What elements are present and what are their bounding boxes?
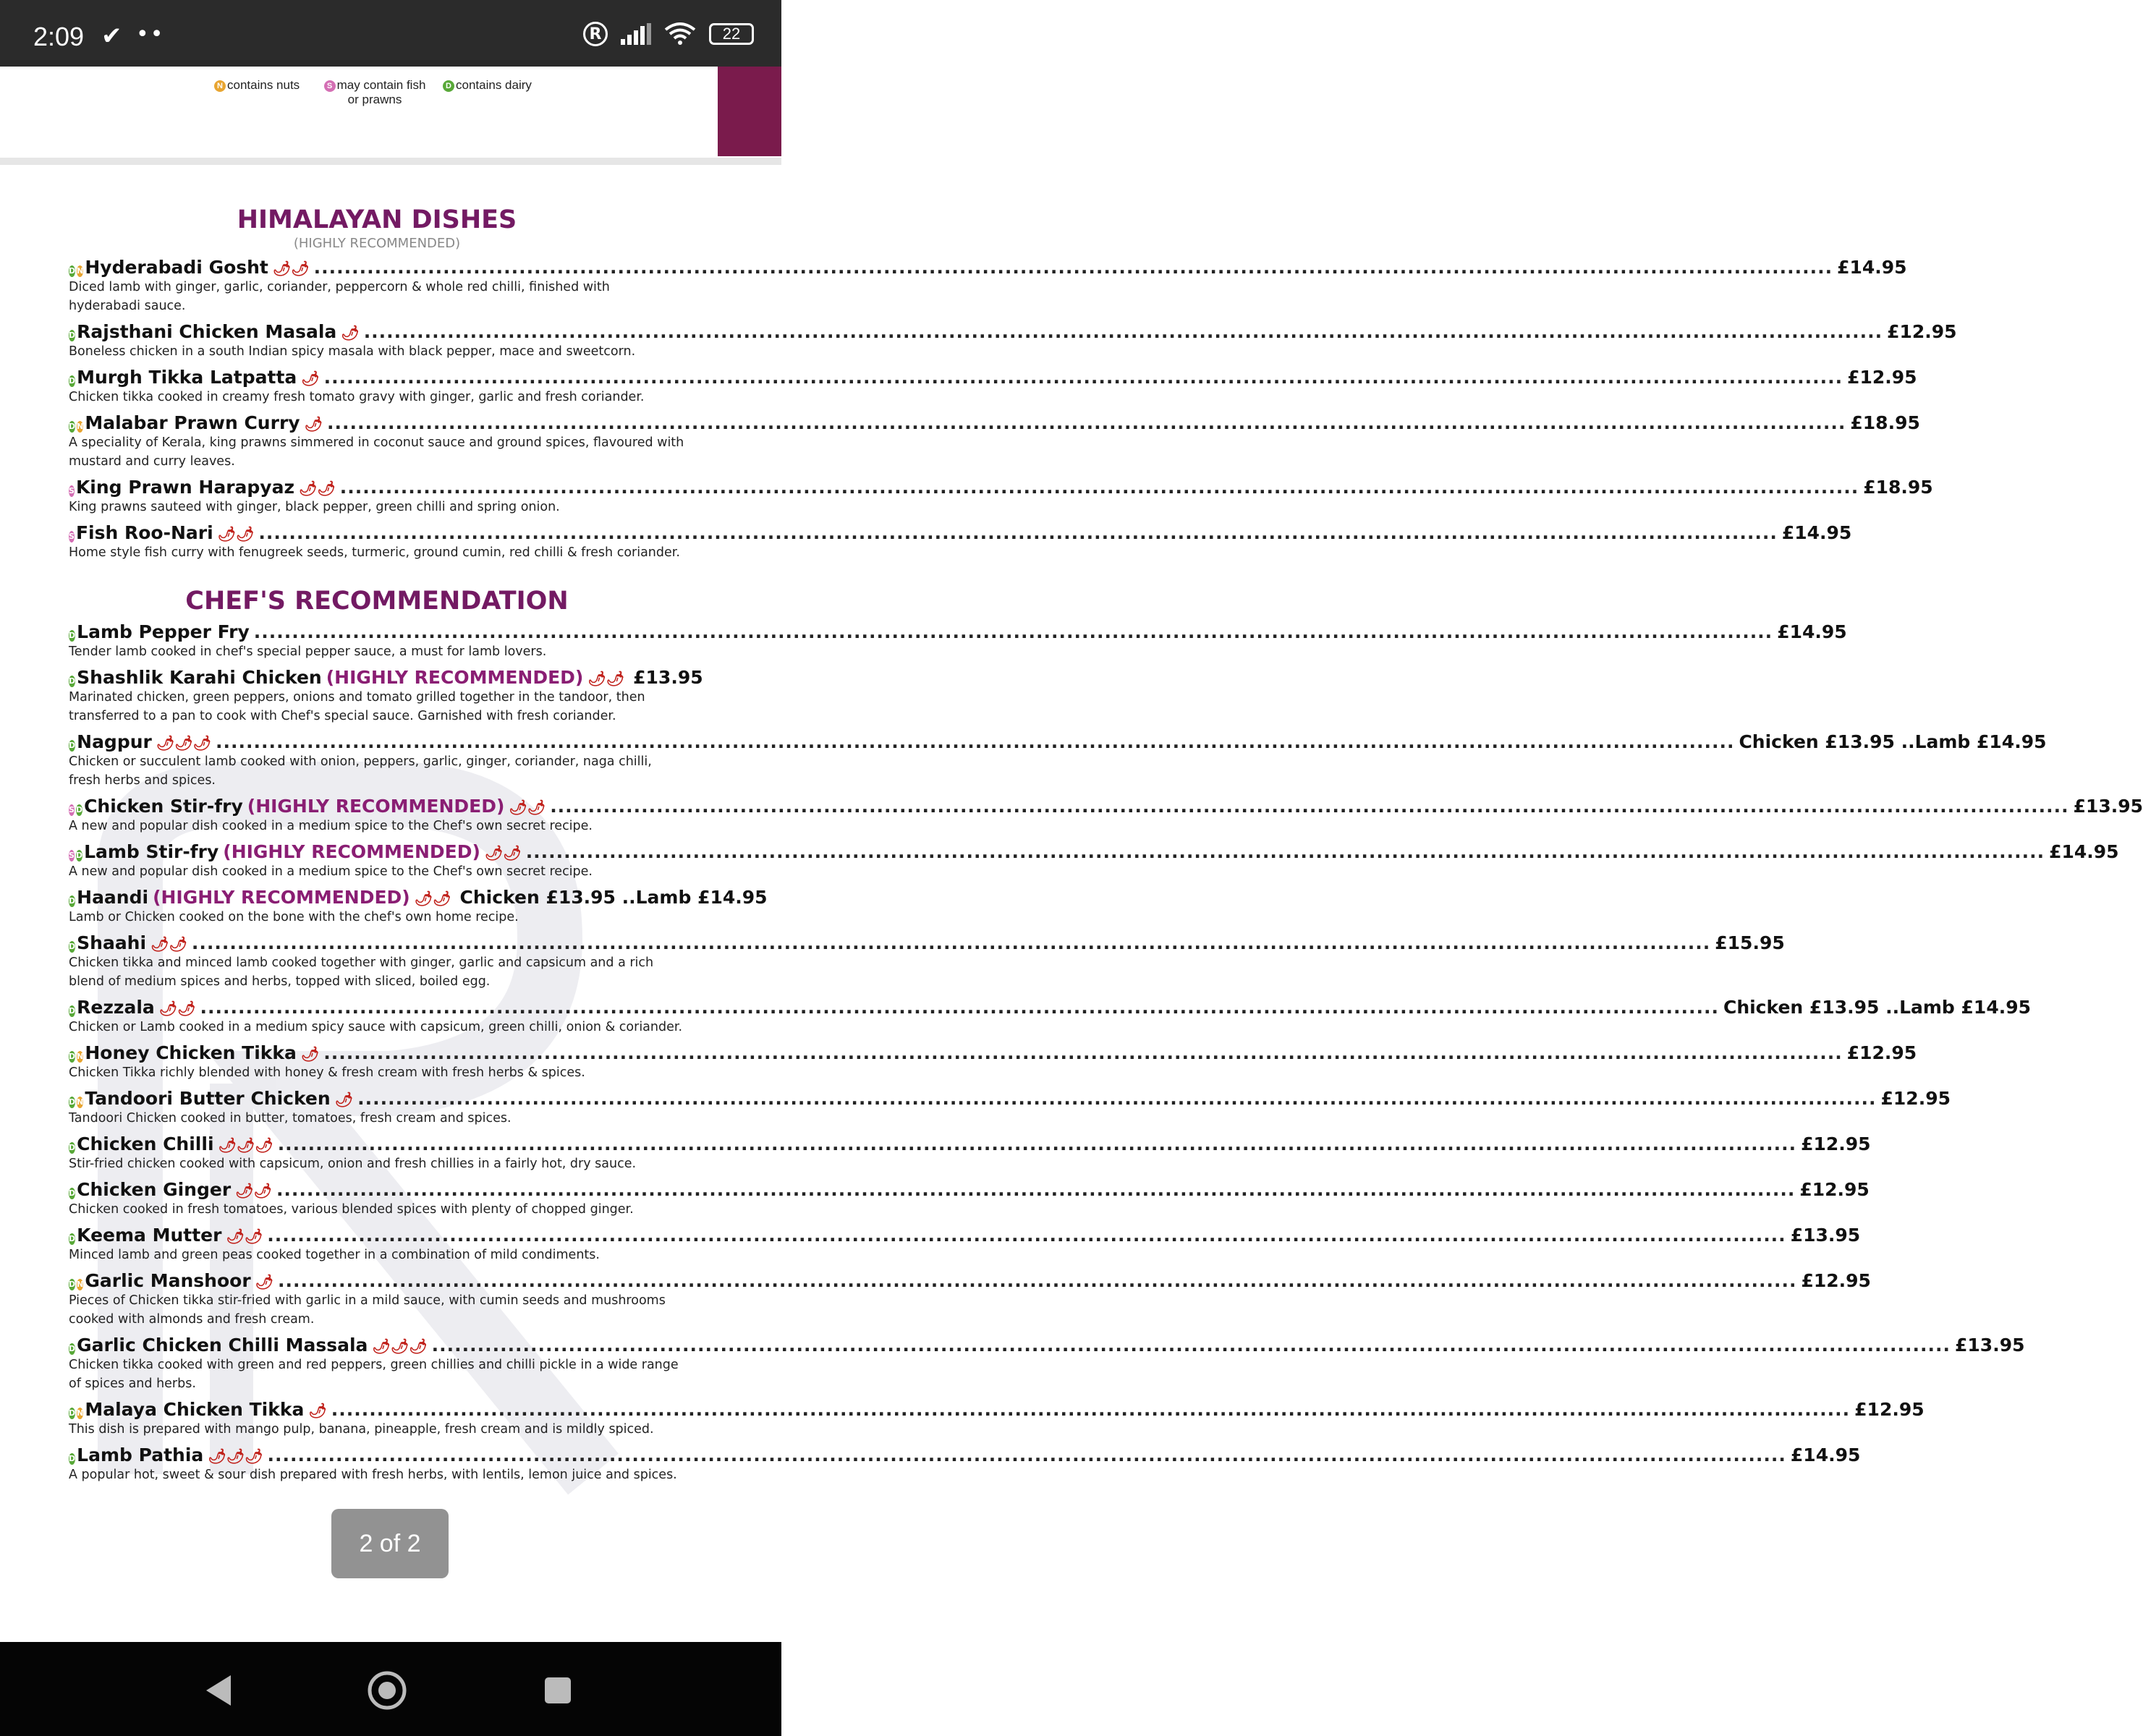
dish-name: Shaahi — [77, 932, 147, 953]
dish-description: Marinated chicken, green peppers, onions and tomato grilled together in the tandoor, then transferred to a pan to cook with Chef's special sauce. Garnished with fresh coriander. — [69, 690, 645, 723]
seafood-icon: S — [69, 805, 75, 814]
dish-description: Chicken cooked in fresh tomatoes, various blended spices with plenty of chopped ginger. — [69, 1202, 634, 1217]
dish-price: Chicken £13.95 ..Lamb £14.95 — [1723, 997, 2032, 1018]
dish-name: Malabar Prawn Curry — [85, 412, 300, 433]
chilli-icon: 🌶🌶 — [226, 1227, 263, 1245]
dish-name: Garlic Chicken Chilli Massala — [77, 1335, 368, 1356]
dish-price: £12.95 — [1847, 367, 1917, 388]
dairy-icon: D — [69, 942, 76, 951]
dairy-icon: D — [69, 631, 76, 640]
menu-item — [69, 1133, 1871, 1173]
dish-name: Malaya Chicken Tikka — [85, 1399, 305, 1420]
dot-leader: ........................................................................................................................................................................................................ — [277, 1133, 1797, 1154]
dairy-icon: D — [69, 896, 76, 906]
dish-name: Garlic Manshoor — [85, 1270, 251, 1291]
dot-leader: ........................................................................................................................................................................................................ — [525, 841, 2045, 862]
menu-item-line — [69, 731, 2047, 752]
dish-description: A speciality of Kerala, king prawns simmered in coconut sauce and ground spices, flavoured with mustard and curry leaves. — [69, 435, 684, 469]
chilli-icon: 🌶🌶 — [484, 844, 522, 861]
menu-item — [69, 731, 2047, 790]
chilli-icon: 🌶🌶 — [158, 1000, 196, 1017]
menu-item-line — [69, 667, 703, 688]
dot-leader: ........................................................................................................................................................................................................ — [363, 321, 1883, 342]
recents-icon — [542, 1675, 574, 1706]
menu-item-line — [69, 477, 1933, 498]
back-button[interactable] — [198, 1671, 237, 1710]
dairy-icon: D — [69, 1344, 76, 1353]
dish-description: Chicken tikka and minced lamb cooked together with ginger, garlic and capsicum and a rich blend of medium spices and herbs, topped with sliced, boiled egg. — [69, 956, 654, 989]
status-time: 2:09 — [33, 22, 85, 51]
menu-item — [69, 1444, 1861, 1484]
dish-name: Tandoori Butter Chicken — [85, 1088, 331, 1109]
dot-leader: ........................................................................................................................................................................................................ — [313, 257, 1833, 278]
dot-leader: ........................................................................................................................................................................................................ — [258, 522, 1778, 543]
menu-item — [69, 841, 2119, 881]
chilli-icon: 🌶🌶 — [235, 1182, 272, 1199]
menu-item — [69, 367, 1917, 407]
nuts-icon: N — [77, 1052, 84, 1061]
dish-name: Chicken Chilli — [77, 1133, 214, 1154]
nuts-icon: N — [214, 80, 226, 92]
dish-description: Chicken or succulent lamb cooked with onion, peppers, garlic, ginger, coriander, naga chilli, fresh herbs and spices. — [69, 754, 652, 788]
page-divider — [0, 158, 781, 165]
menu-item-line — [69, 321, 1957, 342]
dish-price: £13.95 — [2073, 796, 2143, 817]
chilli-icon: 🌶🌶🌶 — [218, 1136, 273, 1154]
dish-description: Chicken Tikka richly blended with honey & fresh cream with fresh herbs & spices. — [69, 1065, 585, 1080]
dish-price: £14.95 — [1781, 522, 1852, 543]
chilli-icon: 🌶 — [308, 1402, 327, 1419]
dairy-icon: D — [69, 1006, 76, 1016]
dish-price: Chicken £13.95 ..Lamb £14.95 — [1739, 731, 2047, 752]
dot-leader: ........................................................................................................................................................................................................ — [339, 477, 1859, 498]
dot-leader: ........................................................................................................................................................................................................ — [276, 1179, 1796, 1200]
dish-name: Haandi — [77, 887, 149, 908]
highly-recommended-label: (HIGHLY RECOMMENDED) — [153, 887, 410, 908]
dish-description: A new and popular dish cooked in a medium spice to the Chef's own secret recipe. — [69, 819, 593, 833]
dairy-icon: D — [69, 1454, 76, 1463]
menu-page[interactable] — [0, 165, 2143, 1641]
menu-item — [69, 1399, 1925, 1439]
dairy-icon: D — [443, 80, 454, 92]
menu-item — [69, 997, 2032, 1037]
dairy-icon: D — [69, 1408, 76, 1418]
dot-leader: ........................................................................................................................................................................................................ — [331, 1399, 1851, 1420]
dairy-icon: D — [69, 376, 76, 386]
dish-name: Lamb Stir-fry — [84, 841, 219, 862]
menu-item — [69, 1179, 1870, 1219]
battery-icon: 22 — [709, 23, 754, 45]
dish-description: Chicken tikka cooked with green and red peppers, green chillies and chilli pickle in a wide range of spices and herbs. — [69, 1358, 679, 1391]
menu-item-line — [69, 796, 2143, 817]
dish-name: Nagpur — [77, 731, 152, 752]
dish-price: £12.95 — [1880, 1088, 1951, 1109]
chilli-icon: 🌶🌶 — [509, 799, 546, 816]
dish-price: £12.95 — [1799, 1179, 1870, 1200]
dish-description: Lamb or Chicken cooked on the bone with the chef's own home recipe. — [69, 910, 519, 924]
menu-item — [69, 667, 703, 726]
menu-item-line — [69, 997, 2032, 1018]
dish-price: £12.95 — [1846, 1042, 1917, 1063]
dairy-icon: D — [69, 1188, 76, 1198]
dairy-icon: D — [69, 1143, 76, 1152]
dish-description: Boneless chicken in a south Indian spicy masala with black pepper, mace and sweetcorn. — [69, 344, 636, 359]
dish-price: £12.95 — [1854, 1399, 1925, 1420]
dot-leader: ........................................................................................................................................................................................................ — [267, 1225, 1786, 1246]
dish-description: Tender lamb cooked in chef's special pepper sauce, a must for lamb lovers. — [69, 644, 547, 659]
dairy-icon: D — [69, 741, 76, 750]
chilli-icon: 🌶🌶 — [299, 480, 336, 497]
chilli-icon: 🌶 — [304, 415, 323, 433]
seafood-icon: S — [69, 486, 75, 495]
dish-name: Lamb Pathia — [77, 1444, 204, 1465]
dish-price: £14.95 — [2049, 841, 2119, 862]
dish-price: £14.95 — [1777, 621, 1847, 642]
dish-name: Keema Mutter — [77, 1225, 222, 1246]
dot-leader: ........................................................................................................................................................................................................ — [191, 932, 1711, 953]
dish-name: Hyderabadi Gosht — [85, 257, 268, 278]
dairy-icon: D — [69, 1097, 76, 1107]
menu-item-line — [69, 522, 1852, 543]
dish-price: £15.95 — [1715, 932, 1785, 953]
dish-price: £13.95 — [1790, 1225, 1861, 1246]
dairy-icon: D — [69, 676, 76, 686]
menu-item — [69, 932, 1785, 991]
menu-item — [69, 1042, 1917, 1082]
legend-nuts: N contains nuts — [214, 78, 300, 93]
section-title-himalayan: HIMALAYAN DISHES — [237, 205, 517, 234]
previous-page-fragment — [0, 67, 781, 159]
menu-item — [69, 257, 1907, 315]
dish-description: This dish is prepared with mango pulp, banana, pineapple, fresh cream and is mildly spiced. — [69, 1422, 654, 1437]
chilli-icon: 🌶🌶🌶 — [372, 1337, 428, 1355]
dish-price: £18.95 — [1850, 412, 1920, 433]
menu-item-line — [69, 1225, 1861, 1246]
highly-recommended-label: (HIGHLY RECOMMENDED) — [247, 796, 505, 817]
page-edge-decoration — [718, 67, 781, 156]
dot-leader: ........................................................................................................................................................................................................ — [550, 796, 2069, 817]
dish-description: Tandoori Chicken cooked in butter, tomatoes, fresh cream and spices. — [69, 1111, 512, 1126]
chilli-icon: 🌶 — [255, 1273, 274, 1290]
nuts-icon: N — [77, 1408, 84, 1418]
menu-item-line — [69, 257, 1907, 278]
dairy-icon: D — [69, 331, 76, 340]
dish-price: £14.95 — [1790, 1444, 1861, 1465]
dot-leader: ........................................................................................................................................................................................................ — [323, 367, 1843, 388]
dairy-icon: D — [75, 851, 83, 860]
seafood-icon: S — [324, 80, 336, 92]
dairy-icon: D — [69, 422, 76, 431]
dish-name: Murgh Tikka Latpatta — [77, 367, 297, 388]
dish-description: Home style fish curry with fenugreek seeds, turmeric, ground cumin, red chilli & fresh coriander. — [69, 545, 680, 560]
chilli-icon: 🌶🌶 — [217, 525, 255, 542]
chilli-icon: 🌶🌶 — [414, 890, 451, 907]
dish-description: Chicken tikka cooked in creamy fresh tomato gravy with ginger, garlic and fresh coriander. — [69, 390, 645, 404]
dot-leader: ........................................................................................................................................................................................................ — [267, 1444, 1786, 1465]
dairy-icon: D — [69, 1234, 76, 1243]
menu-item — [69, 621, 1847, 661]
highly-recommended-label: (HIGHLY RECOMMENDED) — [326, 667, 584, 688]
seafood-icon: S — [69, 532, 75, 541]
home-button[interactable] — [368, 1671, 407, 1710]
section-subtitle: (HIGHLY RECOMMENDED) — [293, 236, 461, 251]
dairy-icon: D — [69, 1280, 76, 1289]
chilli-icon: 🌶🌶🌶 — [208, 1447, 263, 1465]
menu-item-line — [69, 1335, 2025, 1356]
dish-name: Lamb Pepper Fry — [77, 621, 250, 642]
check-icon: ✔ — [101, 22, 122, 51]
signal-icon — [621, 23, 651, 45]
dot-leader: ........................................................................................................................................................................................................ — [431, 1335, 1951, 1356]
recents-button[interactable] — [538, 1671, 577, 1710]
dish-price: £13.95 — [1955, 1335, 2025, 1356]
dish-description: Diced lamb with ginger, garlic, coriander, peppercorn & whole red chilli, finished with hyderabadi sauce. — [69, 280, 610, 313]
dish-name: Honey Chicken Tikka — [85, 1042, 297, 1063]
nuts-icon: N — [77, 266, 84, 276]
menu-item-line — [69, 1088, 1951, 1109]
dish-description: A popular hot, sweet & sour dish prepared with fresh herbs, with lentils, lemon juice and spices. — [69, 1468, 677, 1482]
home-icon — [367, 1670, 407, 1711]
menu-item — [69, 1335, 2025, 1393]
dish-price: Chicken £13.95 ..Lamb £14.95 — [459, 887, 768, 908]
menu-item-line — [69, 1399, 1925, 1420]
menu-item — [69, 796, 2143, 835]
dish-description: A new and popular dish cooked in a medium spice to the Chef's own secret recipe. — [69, 864, 593, 879]
menu-item-line — [69, 1270, 1871, 1291]
dish-name: Shashlik Karahi Chicken — [77, 667, 322, 688]
dish-price: £12.95 — [1801, 1270, 1871, 1291]
menu-item-line — [69, 841, 2119, 862]
nuts-icon: N — [77, 1280, 84, 1289]
dish-description: Minced lamb and green peas cooked together in a combination of mild condiments. — [69, 1248, 600, 1262]
menu-item-line — [69, 621, 1847, 642]
menu-item — [69, 477, 1933, 516]
dish-description: Chicken or Lamb cooked in a medium spicy sauce with capsicum, green chilli, onion & coriander. — [69, 1020, 683, 1034]
navigation-bar — [0, 1642, 781, 1736]
legend-fish: S may contain fish or prawns — [317, 78, 433, 107]
dairy-icon: D — [75, 805, 83, 814]
back-icon — [202, 1672, 234, 1709]
dish-description: Pieces of Chicken tikka stir-fried with garlic in a mild sauce, with cumin seeds and mushrooms cooked with almonds and fresh cream. — [69, 1293, 666, 1327]
dish-description: Stir-fried chicken cooked with capsicum, onion and fresh chillies in a fairly hot, dry sauce. — [69, 1157, 637, 1171]
menu-item — [69, 887, 768, 927]
nuts-icon: N — [77, 422, 84, 431]
menu-item — [69, 1088, 1951, 1128]
dish-price: £12.95 — [1801, 1133, 1871, 1154]
dish-name: Rezzala — [77, 997, 155, 1018]
chilli-icon: 🌶 — [341, 324, 360, 341]
menu-item-line — [69, 932, 1785, 953]
chef-recommendation-list — [69, 621, 2143, 1484]
section-title-chef: CHEF'S RECOMMENDATION — [185, 587, 569, 616]
chilli-icon: 🌶🌶 — [587, 670, 625, 687]
dot-leader: ........................................................................................................................................................................................................ — [357, 1088, 1877, 1109]
dot-leader: ........................................................................................................................................................................................................ — [253, 621, 1773, 642]
menu-item — [69, 522, 1852, 562]
dish-price: £12.95 — [1887, 321, 1957, 342]
registered-icon: R — [583, 22, 608, 46]
dish-name: Fish Roo-Nari — [75, 522, 213, 543]
menu-item — [69, 1270, 1871, 1329]
dairy-icon: D — [69, 1052, 76, 1061]
dish-price: £13.95 — [633, 667, 703, 688]
chilli-icon: 🌶🌶🌶 — [156, 734, 212, 752]
dish-price: £18.95 — [1863, 477, 1933, 498]
dot-leader: ........................................................................................................................................................................................................ — [216, 731, 1735, 752]
menu-item-line — [69, 887, 768, 908]
menu-item-line — [69, 1444, 1861, 1465]
seafood-icon: S — [69, 851, 75, 860]
menu-item-line — [69, 367, 1917, 388]
dairy-icon: D — [69, 266, 76, 276]
dot-leader: ........................................................................................................................................................................................................ — [326, 412, 1846, 433]
dish-description: King prawns sauteed with ginger, black pepper, green chilli and spring onion. — [69, 500, 560, 514]
dish-price: £14.95 — [1837, 257, 1907, 278]
himalayan-dishes-list — [69, 257, 1957, 562]
chilli-icon: 🌶 — [300, 1045, 320, 1063]
dot-leader: ........................................................................................................................................................................................................ — [278, 1270, 1797, 1291]
status-bar — [0, 0, 781, 67]
menu-content — [69, 165, 2143, 1484]
nuts-icon: N — [77, 1097, 84, 1107]
dish-name: Chicken Stir-fry — [84, 796, 243, 817]
dish-name: King Prawn Harapyaz — [75, 477, 295, 498]
menu-item-line — [69, 1133, 1871, 1154]
chilli-icon: 🌶🌶 — [150, 935, 187, 953]
page-indicator: 2 of 2 — [331, 1509, 449, 1578]
menu-item — [69, 321, 1957, 361]
chilli-icon: 🌶🌶 — [272, 260, 310, 277]
dish-name: Rajsthani Chicken Masala — [77, 321, 337, 342]
menu-item — [69, 412, 1920, 471]
more-notifications-icon: •• — [136, 22, 165, 47]
legend-dairy: D contains dairy — [443, 78, 532, 93]
dot-leader: ........................................................................................................................................................................................................ — [323, 1042, 1843, 1063]
dot-leader: ........................................................................................................................................................................................................ — [200, 997, 1719, 1018]
menu-item-line — [69, 1042, 1917, 1063]
dish-name: Chicken Ginger — [77, 1179, 232, 1200]
chilli-icon: 🌶 — [334, 1091, 354, 1108]
highly-recommended-label: (HIGHLY RECOMMENDED) — [223, 841, 480, 862]
menu-item — [69, 1225, 1861, 1264]
wifi-icon — [664, 22, 696, 46]
menu-item-line — [69, 1179, 1870, 1200]
chilli-icon: 🌶 — [301, 370, 320, 387]
menu-item-line — [69, 412, 1920, 433]
